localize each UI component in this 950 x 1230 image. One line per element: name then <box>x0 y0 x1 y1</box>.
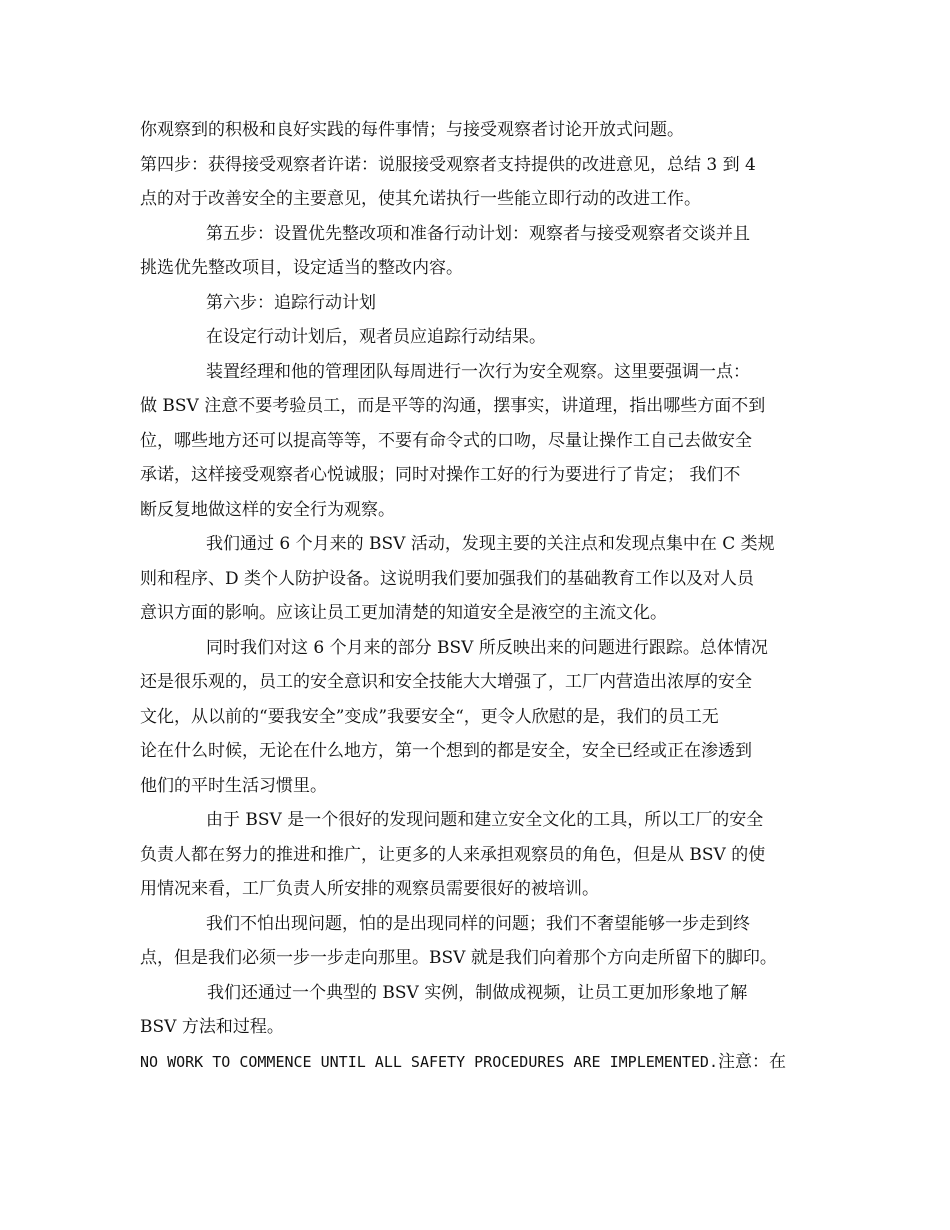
text-line: 负责人都在努力的推进和推广，让更多的人来承担观察员的角色，但是从 BSV 的使 <box>140 844 766 865</box>
text-line: 第五步：设置优先整改项和准备行动计划：观察者与接受观察者交谈并且 <box>206 223 750 244</box>
text-line: 文化，从以前的“要我安全”变成”我要安全“，更令人欣慰的是，我们的员工无 <box>140 706 719 727</box>
text-line: 承诺，这样接受观察者心悦诚服；同时对操作工好的行为要进行了肯定； 我们不 <box>140 465 741 485</box>
note-fragment: 注意：在 <box>717 1051 786 1072</box>
text-line: 挑选优先整改项目，设定适当的整改内容。 <box>140 258 463 278</box>
english-warning-text: NO WORK TO COMMENCE UNTIL ALL SAFETY PROCEDURES ARE IMPLEMENTED. <box>140 1052 718 1071</box>
text-line: 做 BSV 注意不要考验员工，而是平等的沟通，摆事实，讲道理，指出哪些方面不到 <box>140 396 766 416</box>
text-line: 还是很乐观的，员工的安全意识和安全技能大大增强了，工厂内营造出浓厚的安全 <box>140 672 752 692</box>
text-line: 他们的平时生活习惯里。 <box>140 775 327 796</box>
text-line: 由于 BSV 是一个很好的发现问题和建立安全文化的工具，所以工厂的安全 <box>206 810 764 830</box>
text-line: 第六步：追踪行动计划 <box>206 292 376 313</box>
text-line: 点，但是我们必须一步一步走向那里。BSV 就是我们向着那个方向走所留下的脚印。 <box>140 948 777 968</box>
text-line: 第四步：获得接受观察者许诺：说服接受观察者支持提供的改进意见，总结 3 到 4 <box>140 154 756 175</box>
text-line: 则和程序、D 类个人防护设备。这说明我们要加强我们的基础教育工作以及对人员 <box>140 568 755 589</box>
text-line: 你观察到的积极和良好实践的每件事情；与接受观察者讨论开放式问题。 <box>140 120 684 140</box>
text-line: BSV 方法和过程。 <box>140 1017 284 1037</box>
text-line: 意识方面的影响。应该让员工更加清楚的知道安全是液空的主流文化。 <box>140 603 667 623</box>
text-line: 用情况来看，工厂负责人所安排的观察员需要很好的被培训。 <box>140 879 599 899</box>
text-line: 同时我们对这 6 个月来的部分 BSV 所反映出来的问题进行跟踪。总体情况 <box>206 637 768 658</box>
text-line-mixed <box>140 1045 815 1080</box>
text-line: 点的对于改善安全的主要意见，使其允诺执行一些能立即行动的改进工作。 <box>140 189 701 209</box>
text-line: 断反复地做这样的安全行为观察。 <box>140 499 395 520</box>
text-line: 装置经理和他的管理团队每周进行一次行为安全观察。这里要强调一点： <box>206 361 750 382</box>
text-line: 在设定行动计划后，观者员应追踪行动结果。 <box>206 327 546 347</box>
text-line: 我们不怕出现问题，怕的是出现同样的问题；我们不奢望能够一步走到终 <box>206 913 750 934</box>
text-line: 论在什么时候，无论在什么地方，第一个想到的都是安全，安全已经或正在渗透到 <box>140 741 752 761</box>
text-line: 我们通过 6 个月来的 BSV 活动，发现主要的关注点和发现点集中在 C 类规 <box>206 534 775 554</box>
document-body <box>140 113 815 1079</box>
text-line: 位，哪些地方还可以提高等等，不要有命令式的口吻，尽量让操作工自己去做安全 <box>140 430 752 451</box>
text-line: 我们还通过一个典型的 BSV 实例，制做成视频，让员工更加形象地了解 <box>207 982 748 1003</box>
